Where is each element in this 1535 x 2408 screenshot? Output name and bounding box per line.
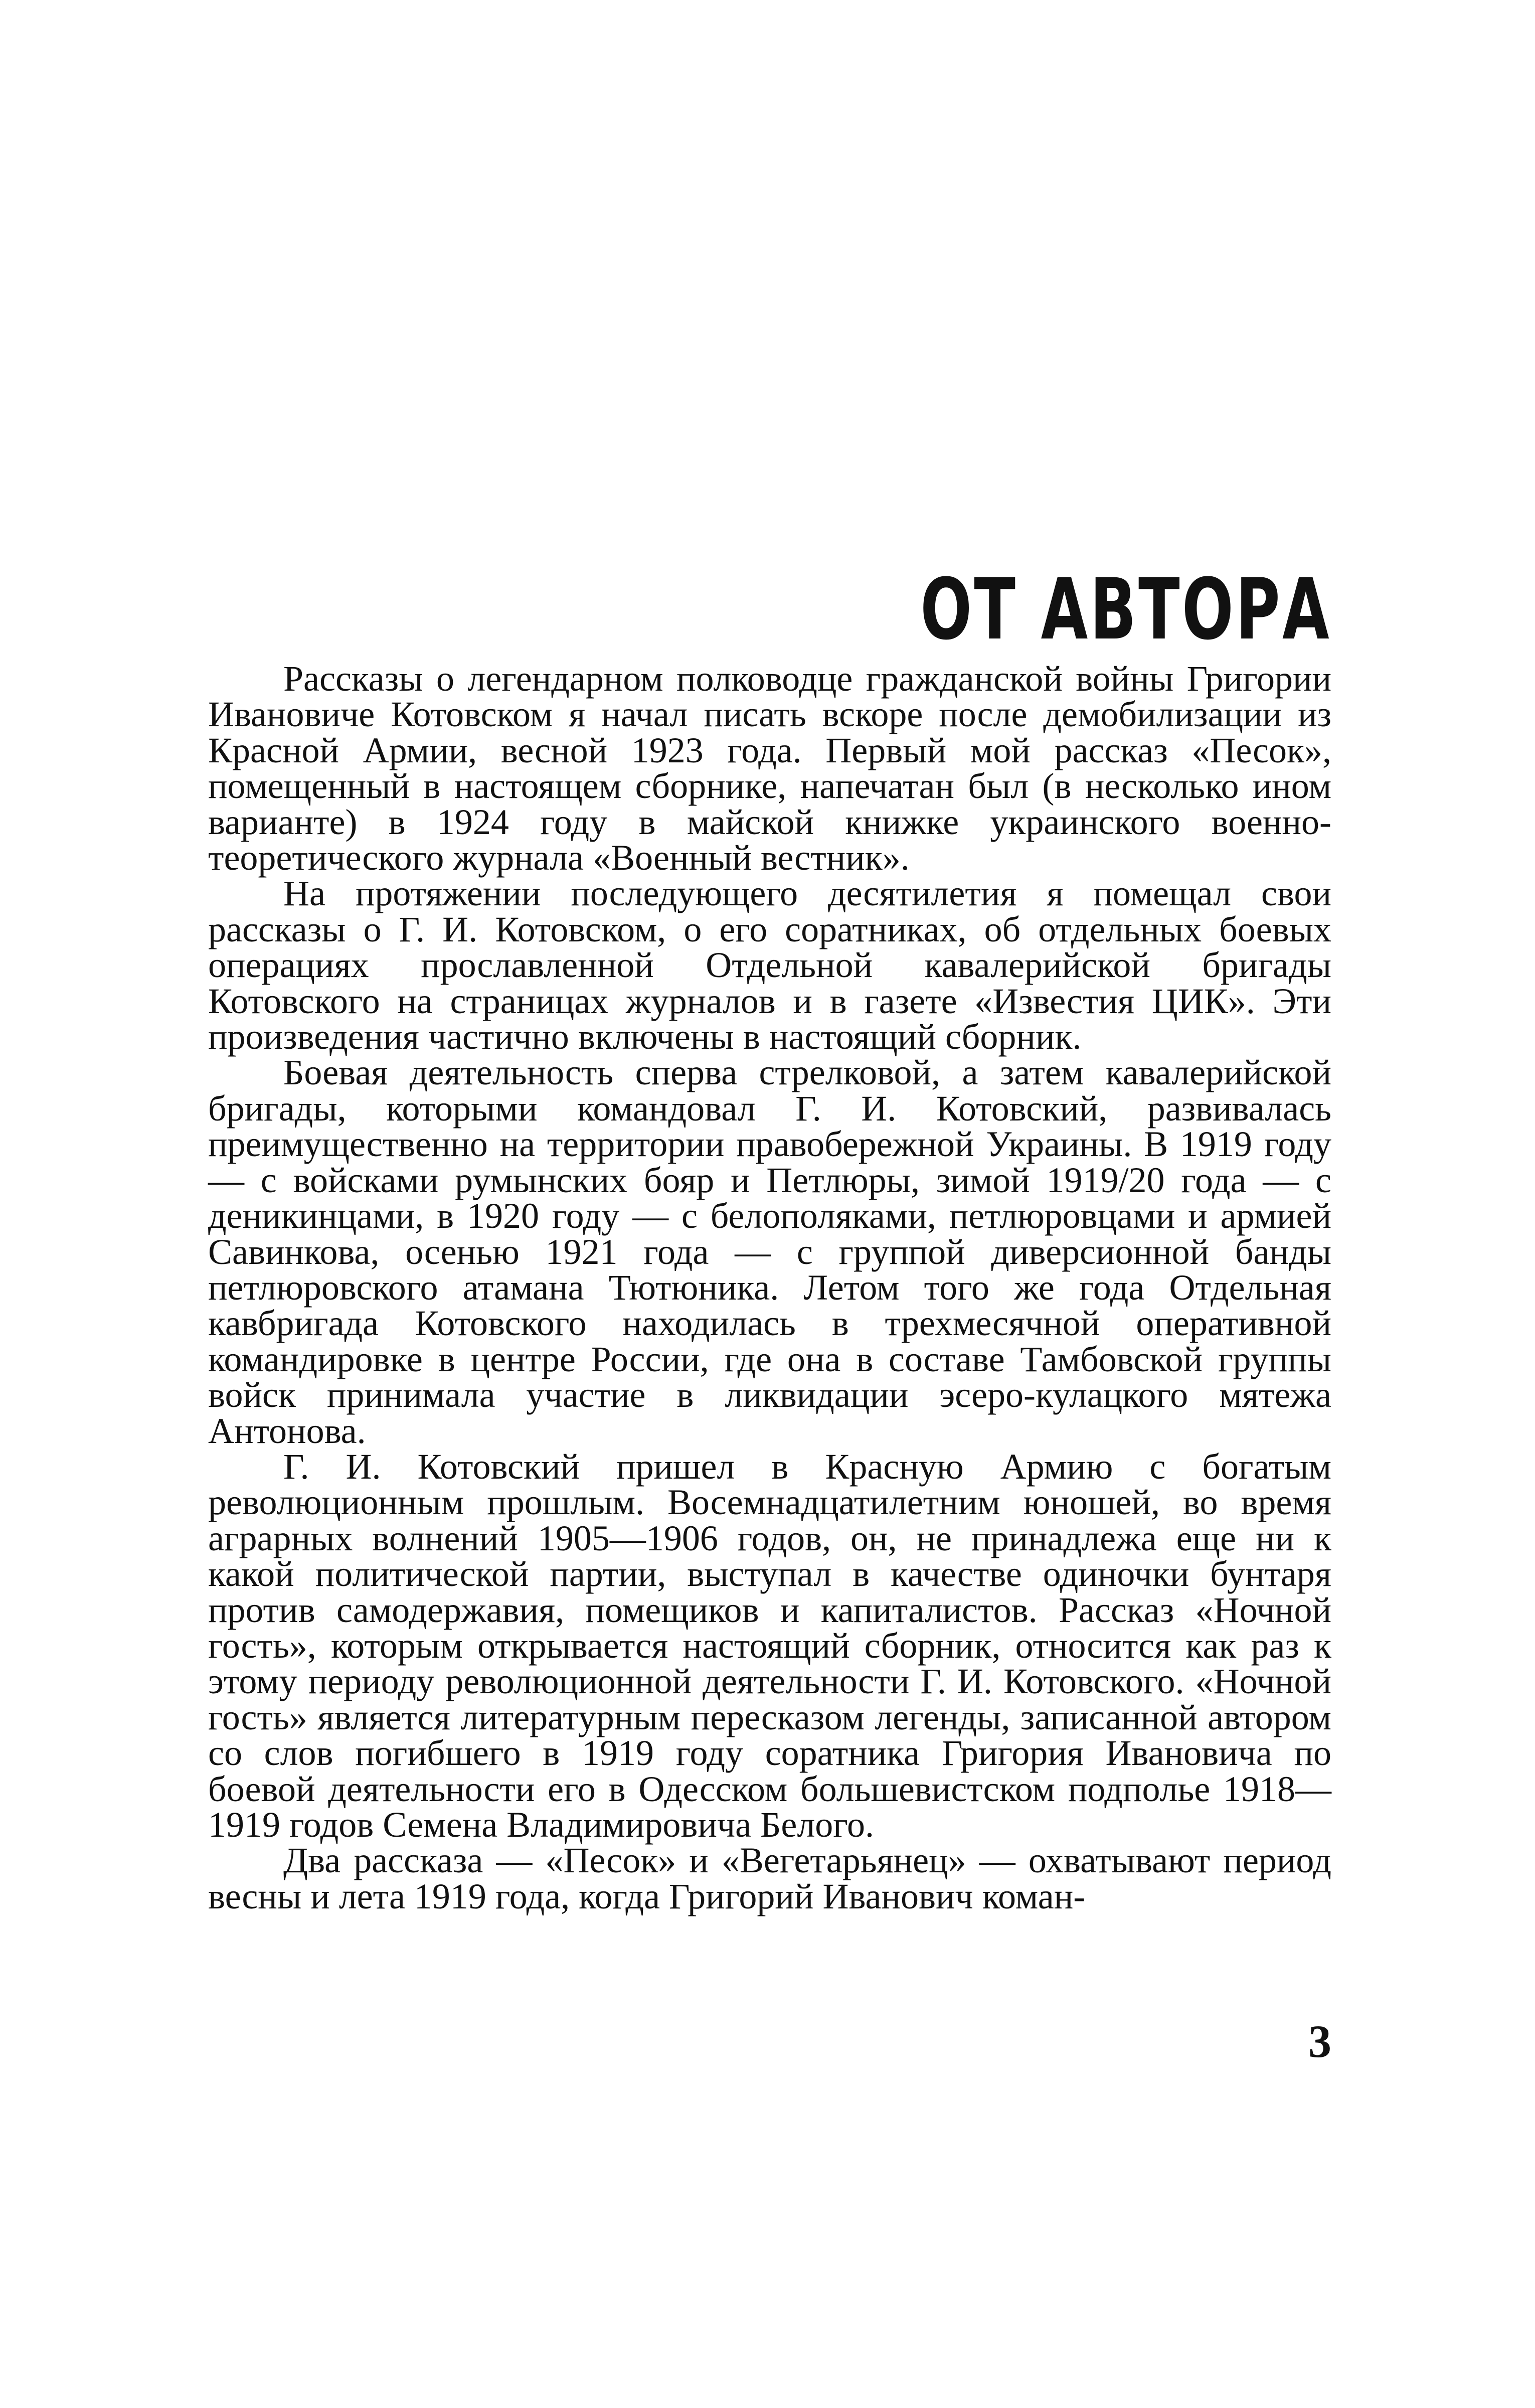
paragraph: Г. И. Котовский пришел в Красную Армию с богатым революционным прошлым. Восемнадцатилетним юношей, во время аграрных волнений 1905—1906 годов, он, не принадлежа еще ни к какой политической партии, выступал в качестве одиночки бунтаря против самодержавия, помещиков и капиталистов. Рассказ «Ночной гость», которым открывается настоящий сборник, относится как раз к этому периоду революционной деятельности Г. И. Котовского. «Ночной гость» является литературным пересказом легенды, записанной автором со слов погибшего в 1919 году соратника Григория Ивановича по боевой деятельности его в Одесском большевистском подполье 1918—1919 годов Семена Владимировича Белого.: [208, 1446, 1331, 1845]
paragraph: На протяжении последующего десятилетия я помещал свои рассказы о Г. И. Котовском, о его соратниках, об отдельных боевых операциях прославленной Отдельной кавалерийской бригады Котовского на страницах журналов и в газете «Известия ЦИК». Эти произведения частично включены в настоящий сборник.: [208, 873, 1331, 1057]
chapter-title: ОТ АВТОРА: [920, 560, 1331, 659]
paragraph: Боевая деятельность сперва стрелковой, а затем кавалерийской бригады, которыми командовал Г. И. Котовский, развивалась преимущественно на территории правобережной Украины. В 1919 году — с войсками румынских бояр и Петлюры, зимой 1919/20 года — с деникинцами, в 1920 году — с белополяками, петлюровцами и армией Савинкова, осенью 1921 года — с группой диверсионной банды петлюровского атамана Тютюника. Летом того же года Отдельная кавбригада Котовского находилась в трехмесячной оперативной командировке в центре России, где она в составе Тамбовской группы войск принимала участие в ликвидации эсеро-кулацкого мятежа Антонова.: [208, 1052, 1331, 1451]
paragraph: Рассказы о легендарном полководце гражданской войны Григории Ивановиче Котовском я начал писать вскоре после демобилизации из Красной Армии, весной 1923 года. Первый мой рассказ «Песок», помещенный в настоящем сборнике, напечатан был (в несколько ином варианте) в 1924 году в майской книжке украинского военно-теоретического журнала «Военный вестник».: [208, 659, 1331, 878]
body-text: [208, 661, 1331, 1914]
paragraph: Два рассказа — «Песок» и «Вегетарьянец» — охватывают период весны и лета 1919 года, когда Григорий Иванович коман-: [208, 1840, 1331, 1916]
page-number: 3: [1308, 2016, 1331, 2067]
